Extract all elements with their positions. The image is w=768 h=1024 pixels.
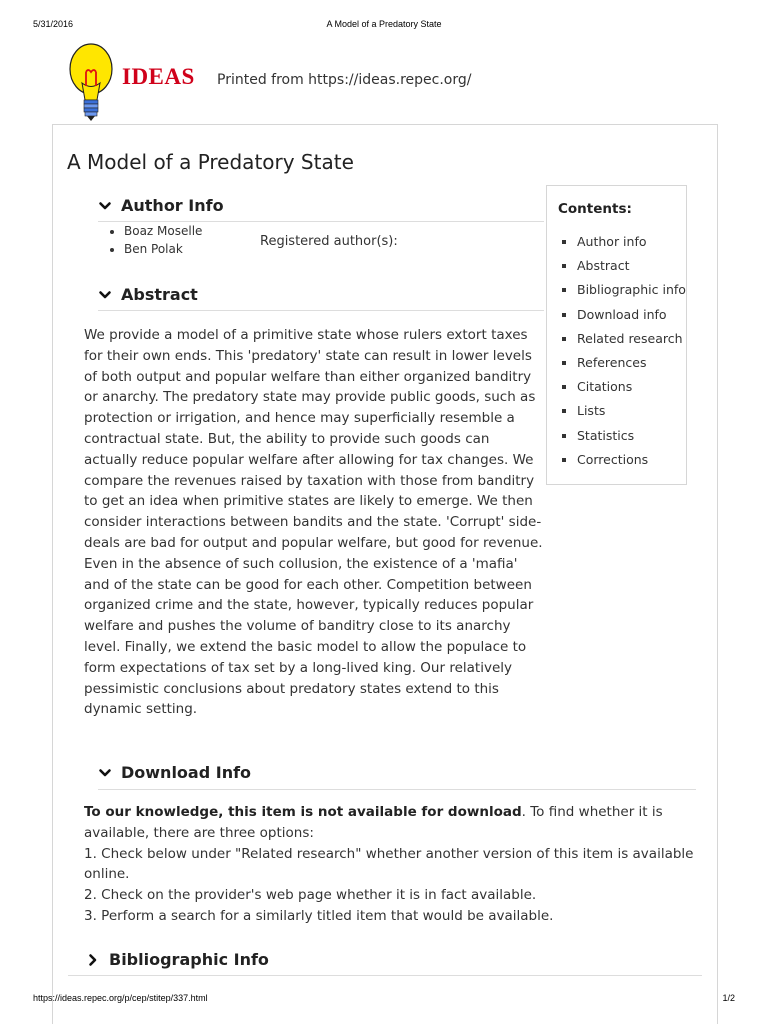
section-bibliographic-info-toggle[interactable] (86, 950, 269, 969)
paper-title: A Model of a Predatory State (67, 150, 354, 174)
site-brand-link[interactable]: IDEAS (122, 64, 195, 89)
download-info-body (84, 802, 696, 927)
section-author-info-toggle[interactable] (98, 196, 224, 215)
section-author-info-heading: Author Info (121, 196, 224, 215)
author-link[interactable]: • Ben Polak (124, 240, 202, 258)
contents-link-author-info[interactable]: ▪ Author info (577, 234, 686, 258)
print-date: 5/31/2016 (33, 19, 74, 29)
contents-link-statistics[interactable]: ▪ Statistics (577, 428, 686, 452)
print-header (0, 19, 768, 31)
print-url: https://ideas.repec.org/p/cep/stitep/337.html (33, 993, 208, 1003)
contents-link-download-info[interactable]: ▪ Download info (577, 307, 686, 331)
contents-link-citations[interactable]: ▪ Citations (577, 379, 686, 403)
download-unavailable-notice: To our knowledge, this item is not available for download (84, 804, 522, 820)
chevron-down-icon (98, 199, 112, 213)
printed-from-text: Printed from https://ideas.repec.org/ (217, 72, 472, 88)
section-download-info-toggle[interactable] (98, 763, 251, 782)
section-bibliographic-info-heading: Bibliographic Info (109, 950, 269, 969)
contents-link-references[interactable]: ▪ References (577, 355, 686, 379)
chevron-down-icon (98, 288, 112, 302)
chevron-down-icon (98, 766, 112, 780)
bibliographic-info-divider (68, 975, 702, 976)
print-footer (0, 993, 768, 1005)
contents-list (563, 234, 686, 476)
print-page-number: 1/2 (722, 993, 735, 1003)
contents-link-corrections[interactable]: ▪ Corrections (577, 452, 686, 476)
download-option: 2. Check on the provider's web page whether it is in fact available. (84, 887, 537, 904)
section-download-info-heading: Download Info (121, 763, 252, 782)
section-abstract-heading: Abstract (121, 285, 198, 304)
contents-link-bibliographic-info[interactable]: ▪ Bibliographic info (577, 282, 686, 306)
download-info-divider (98, 789, 696, 790)
abstract-text: We provide a model of a primitive state whose rulers extort taxes for their own ends. This 'predatory' state can result in lower levels of both output and popular welfare than either organized banditry or anarchy. The predatory state may provide public goods, such as protection or irrigation, and hence may superficially resemble a contractual state. But, the ability to provide such goods can actually reduce popular welfare after allowing for tax changes. We compare the revenues raised by taxation with those from banditry to get an idea when primitive states are likely to emerge. We then consider interactions between bandits and the state. 'Corrupt' side-deals are bad for output and popular welfare, but good for revenue. Even in the absence of such collusion, the existence of a 'mafia' and of the state can be good for each other. Competition between organized crime and the state, however, typically reduces popular welfare and pushes the volume of banditry close to its anarchy level. Finally, we extend the basic model to allow the populace to form expectations of tax set by a long-lived king. Our relatively pessimistic conclusions about predatory states extend to this dynamic setting. (84, 327, 543, 718)
lightbulb-logo-icon[interactable] (66, 42, 116, 124)
contents-link-related-research[interactable]: ▪ Related research (577, 331, 686, 355)
contents-title: Contents: (558, 201, 632, 217)
download-availability-text (84, 802, 696, 844)
abstract-divider (98, 310, 544, 311)
registered-authors-label: Registered author(s): (260, 234, 398, 249)
author-link[interactable]: • Boaz Moselle (124, 222, 202, 240)
chevron-right-icon (86, 953, 100, 967)
contents-sidebar (546, 185, 687, 485)
download-options-intro: . To find whether it is available, there are three options: (84, 804, 663, 841)
section-abstract-toggle[interactable] (98, 285, 198, 304)
author-list (108, 222, 202, 258)
download-option: 3. Perform a search for a similarly titled item that would be available. (84, 907, 554, 924)
print-page-title: A Model of a Predatory State (326, 19, 442, 29)
contents-link-lists[interactable]: ▪ Lists (577, 403, 686, 427)
contents-link-abstract[interactable]: ▪ Abstract (577, 258, 686, 282)
download-option: 1. Check below under "Related research" whether another version of this item is available online. (84, 845, 694, 883)
